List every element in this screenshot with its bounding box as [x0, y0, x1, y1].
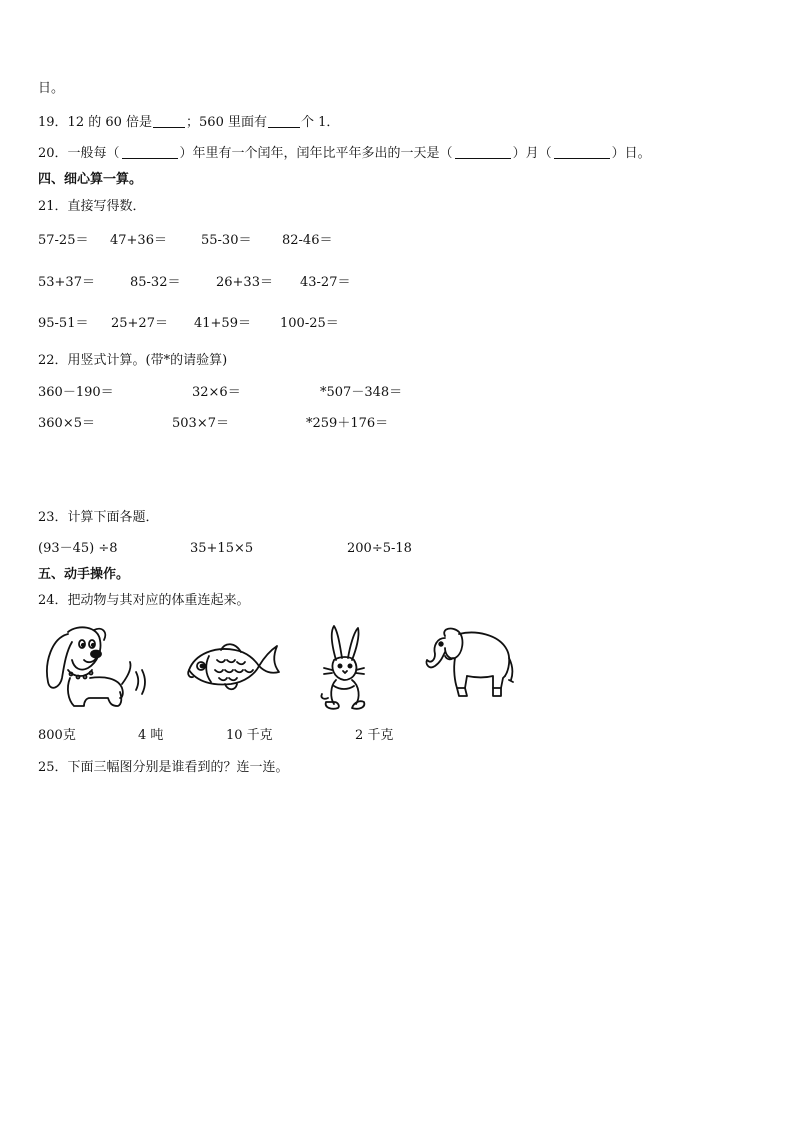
dog-picture: [38, 622, 150, 712]
q20-blank-3[interactable]: [554, 146, 610, 159]
q20-text-d: ）日。: [611, 146, 651, 161]
weight-label: 800克: [38, 728, 76, 743]
q20-text-b: ）年里有一个闰年，闰年比平年多出的一天是（: [179, 146, 453, 161]
question-25: 25．下面三幅图分别是谁看到的？连一连。: [38, 760, 289, 775]
q22-item: *507－348＝: [320, 385, 403, 400]
q23-item: 35+15×5: [190, 541, 254, 556]
question-20: [38, 145, 651, 163]
q22-item: *259＋176＝: [306, 416, 389, 431]
q22-item: 32×6＝: [192, 385, 241, 400]
q19-text-b: ；560 里面有: [186, 115, 267, 130]
q21-item: 53+37＝: [38, 275, 95, 290]
q21-item: 47+36＝: [110, 233, 167, 248]
q21-item: 25+27＝: [111, 316, 168, 331]
elephant-picture: [423, 626, 517, 708]
q21-item: 43-27＝: [300, 275, 351, 290]
q21-item: 95-51＝: [38, 316, 89, 331]
q20-text-a: 20．一般每（: [38, 146, 120, 161]
q21-item: 82-46＝: [282, 233, 333, 248]
question-21: 21．直接写得数．: [38, 199, 146, 214]
q21-item: 41+59＝: [194, 316, 251, 331]
q20-text-c: ）月（: [512, 146, 552, 161]
fish-picture: [185, 640, 281, 695]
q23-item: (93－45) ÷8: [38, 541, 118, 556]
q22-item: 360－190＝: [38, 385, 114, 400]
q19-text-a: 19．12 的 60 倍是: [38, 115, 153, 130]
q20-blank-1[interactable]: [122, 146, 178, 159]
q19-blank-1[interactable]: [153, 115, 185, 128]
question-23: 23．计算下面各题．: [38, 510, 159, 525]
question-24: 24．把动物与其对应的体重连起来。: [38, 593, 250, 608]
q20-blank-2[interactable]: [455, 146, 511, 159]
section-5-heading: 五、动手操作。: [38, 567, 130, 582]
weight-label: 10 千克: [226, 728, 273, 743]
question-22: 22．用竖式计算。(带*的请验算): [38, 353, 228, 368]
q21-item: 55-30＝: [201, 233, 252, 248]
q22-item: 360×5＝: [38, 416, 95, 431]
question-19: [38, 114, 339, 132]
q22-item: 503×7＝: [172, 416, 229, 431]
q21-item: 85-32＝: [130, 275, 181, 290]
weight-label: 2 千克: [355, 728, 394, 743]
q21-item: 26+33＝: [216, 275, 273, 290]
q23-item: 200÷5-18: [347, 541, 412, 556]
rabbit-picture: [318, 624, 372, 714]
weight-label: 4 吨: [138, 728, 164, 743]
q19-text-c: 个 1．: [300, 115, 340, 130]
line-continuation: 日。: [38, 81, 65, 96]
q19-blank-2[interactable]: [268, 115, 300, 128]
section-4-heading: 四、细心算一算。: [38, 172, 143, 187]
q21-item: 100-25＝: [280, 316, 339, 331]
q21-item: 57-25＝: [38, 233, 89, 248]
